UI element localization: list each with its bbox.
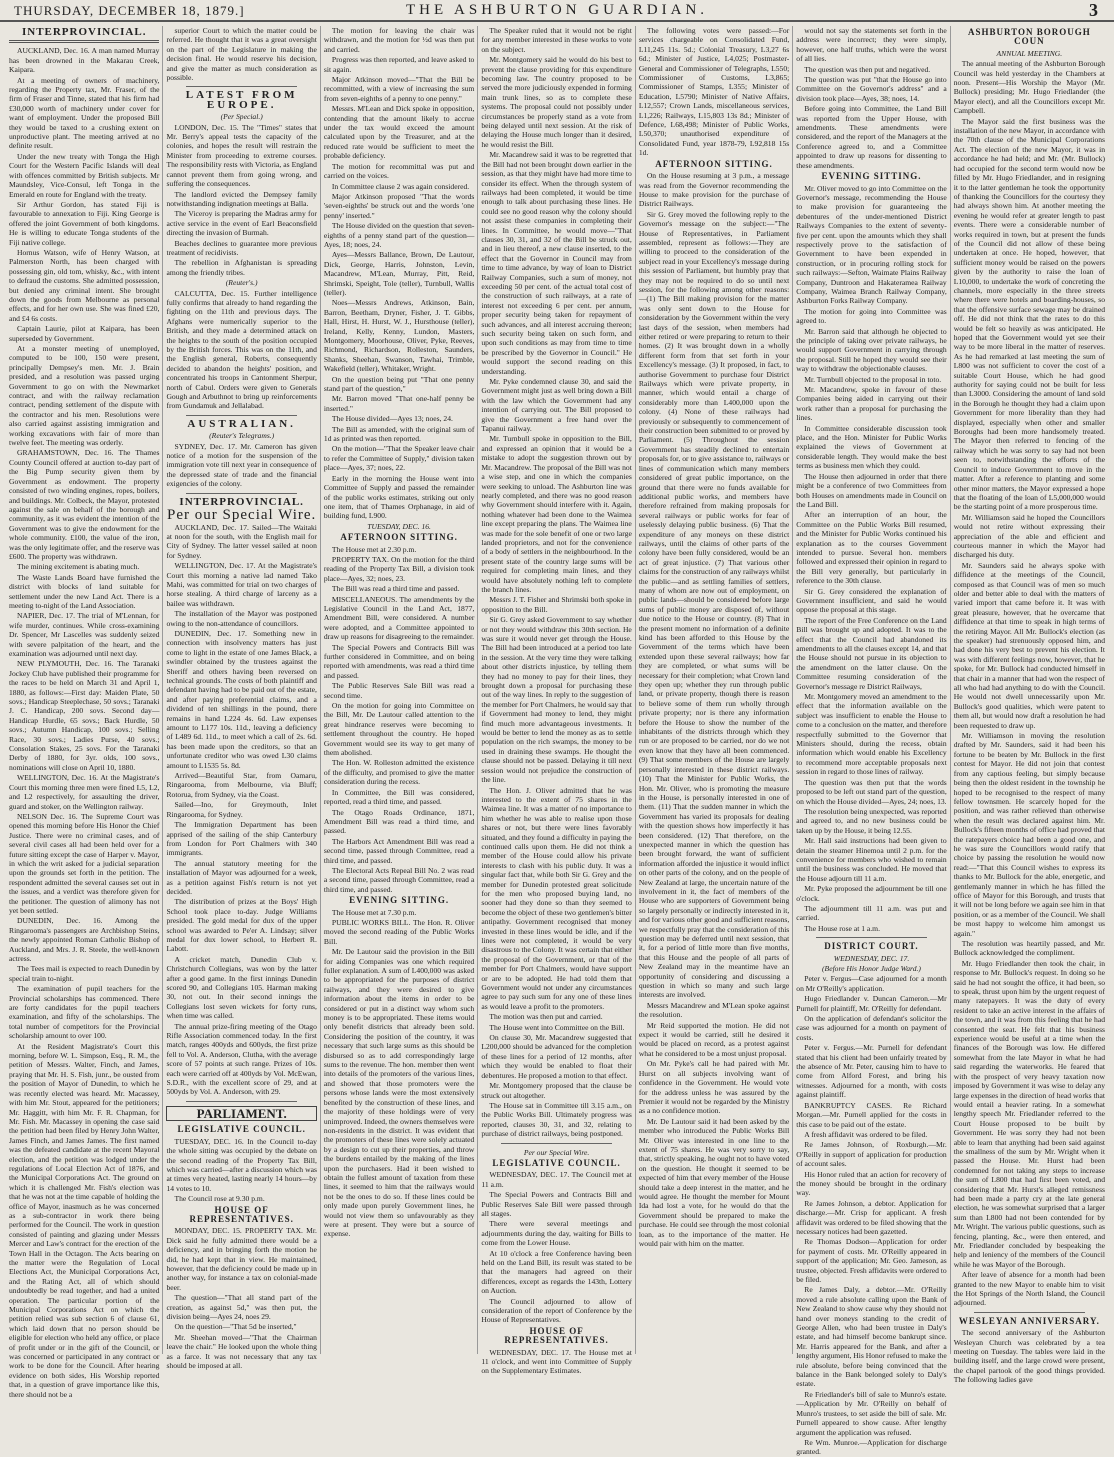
article-body [796, 974, 946, 1456]
paragraph: Mr. Hugo Friedlander then took the chair, in response to Mr. Bullock's request. In doing so he said he had not sought the office, it had been, so to speak, thrust upon him by the urgent request of many ratepayers. It was the duty of every resident to take an active interest in the affairs of the town, and it was from this feeling that he had consented the seat. He felt that his business experience would be useful at a time when the finances of the Borough was low. He differed somewhat from the late Mayor in what he had said regarding the waterworks. He feared that with the prospect of very heavy taxation now imposed by Government it was wise to delay any large expenses in the direction of head works that would entail a heavier rating. In a somewhat lengthy speech Mr. Friedlander referred to the Court House proposed to be built by Government. He was sorry they had not been able to learn that anything had been said against the smallness of the sum by Mr. Wright when it passed the House. Mr. Hurst had been condemned for not taking any steps to increase the sum of L800 that had first been voted, and considering that Mr. Hurst's alleged remissness had been made a party cry at the late general election, he was somewhat surprised that a larger sum than L800 had not been contended for by Mr. Wright. The various public questions, such as fencing, planting, &c., were then entered, and Mr. Friedlander concluded by bespeaking the help and leniency of the members of the Council while he was Mayor of the Borough. [953, 958, 1106, 1269]
paragraph: The adjournment till 11 a.m. was put and carried. [796, 903, 947, 923]
column-7 [951, 26, 1108, 1385]
article-body [166, 1137, 316, 1204]
divider [186, 86, 296, 87]
divider [816, 937, 926, 938]
article-body [639, 171, 789, 1248]
paragraph: superior Court to which the matter could be referred. He thought that it was a great oversight on the part of the Legislature in making the decision final. He would reserve his decision, and give the matter as much consideration as possible. [166, 26, 317, 83]
paragraph: The House met at 2.30 p.m. [331, 544, 417, 554]
paragraph: The motion was then put and carried. [489, 1012, 603, 1022]
column-3 [321, 26, 478, 1354]
article-body [481, 26, 631, 1139]
paragraph: The House sat in Committee till 3.15 a.m., on the Public Works Bill. Ultimately progress was reported, clauses 30, 31, and 32, relating to purchase of district railways, being postponed. [481, 1100, 632, 1139]
paragraph: Mr. Turnbull spoke in opposition to the Bill, and expressed an opinion that it would be a mistake to adopt the suggestion thrown out by Mr. Macandrew. The proposal of the Bill was not a wise step, and one in which the companies were seeking to unload. The Ashburton line was nearly completed, and there was no good reason why Government should interfere with it. Again, nothing whatever had been done to the Waimea line except preparing the plans. The Waimea line was made for the sole benefit of one or two large landed proprietors, and not for the convenience of a body of settlers in the neighbourhood. In the present state of the country large sums will be required for completing main lines, and they would have absolutely nothing left to complete the branch lines. [481, 434, 632, 594]
paragraph: In Committee, the Bill was considered, reported, read a third time, and passed. [323, 787, 475, 807]
paragraph: His Honor ruled that an action for recovery of the money should be brought in the ordinary way. [796, 1169, 947, 1198]
paragraph: Mr. Pyke condemned clause 30, and said the Government might just as well bring down a Bill with the law which the Government had any intention of carrying out. The Bill proposed to give the Government a free hand over the Tapanui railway. [481, 377, 632, 434]
paragraph: The landlord evicted the Dempsey family notwithstanding indignation meetings at Balla. [166, 189, 317, 208]
section-heading: DISTRICT COURT. [824, 941, 919, 952]
paragraph: BANKRUPTCY CASES. Re Richard Morgan.—Mr. Purnell applied for the costs in this case to be paid out of the estate. [796, 1100, 947, 1129]
section-subheading: AFTERNOON SITTING. [340, 532, 458, 543]
article-body [324, 908, 474, 1239]
paragraph: Mr. Macandrew, spoke in favour of these Companies being aided in carrying out their work rather than a proposal for purchasing the lines. [796, 385, 947, 423]
paragraph: On the motion for going into Committee on the Bill, Mr. De Lautour called attention to the great hindrance reserves were becoming to settlement throughout the country. He hoped Government would see its way to get many of them abolished. [323, 701, 475, 758]
paragraph: NELSON Dec. 16. The Supreme Court was opened this morning before His Honor the Chief Justice. There were no criminal cases, and of several civil cases all had been held over for a future sitting except the case of Harper v. Mayor, in which the writ asked for a judicial separation upon the grounds set forth in the petition. The respondent admitted the several causes set out in the issues, and a verdict was therefore given for the petitioner. The question of alimony has not yet been settled. [9, 811, 160, 915]
section-subheading: HOUSE OF REPRESENTATIVES. [189, 1204, 294, 1224]
paragraph: The following votes were passed:—For services chargeable on Consolidated Fund, L11,245 11s. 5d.; Colonial Treasury, L3,27 6s 6d.; Minister of Justice, L4,025; Postmaster-General and Commissioner of Telegraphs, L550; Commissioner of Customs, L3,865; Commissioner of Stamps, L355; Minister of Education, L5790; Minister of Native Affairs, L12,557; Crown Lands, miscellaneous services, L1,226; Railways, L15,803 13s 8d.; Minister of Defence, L68,498; Minister of Public Works, L50,370; unauthorised expenditure of Consolidated Fund, year 1878-79, L92,818 15s 1d. [638, 26, 790, 158]
paragraph: Ayes—Messrs Ballance, Brown, De Lautour, Dick, George, Harris, Johnston, Levin, Macandrew, M'Lean, Murray, Pitt, Reid, Shrimski, Speight, Tole (teller), Turnbull, Wallis (teller). [323, 250, 475, 297]
paragraph: The motion for recommittal was put and carried on the voices. [323, 161, 475, 181]
article-body [639, 26, 789, 158]
section-subheading: LEGISLATIVE COUNCIL. [492, 1157, 621, 1168]
paragraph: WEDNESDAY, DEC. 17. The House met at 11 o'clock, and went into Committee of Supply on the Supplementary Estimates. [481, 1347, 632, 1376]
paragraph: The resolution being unexpected, was reported and agreed to, and no new business could be taken up by the House, it being 12.55. [796, 806, 947, 835]
paragraph: Sailed—Ino, for Greymouth, Inlet Ringarooma, for Sydney. [166, 800, 317, 819]
paragraph: Re Friedlander's bill of sale to Munro's estate.—Application by Mr. O'Reilly on behalf of Munro's trustees, to set aside the bill of sale. Mr. Purnell appeared to show cause. After lengthy argument the application was refused. [796, 1389, 947, 1437]
divider [974, 1312, 1085, 1313]
paragraph: After leave of absence for a month had been granted to the new Mayor to enable him to visit the Hot Springs of the North Island, the Council adjourned. [953, 1270, 1106, 1308]
paragraph: Under the new treaty with Tonga the High Court for the Western Pacific Islands will deal with offences committed by British subjects. Mr Maundsley, Vice-Consul, left Tonga in the Emerald en route for England with the treaty. [9, 151, 160, 199]
section-subheading: EVENING SITTING. [821, 171, 922, 182]
column-1 [6, 26, 163, 1399]
paragraph: The Mayor said the first business was the installation of the new Mayor, in accordance with the 70th clause of the Municipal Corporations Act. The election of the new Mayor, it was in accordance he had held; and Mr. (Mr. Bullock) had occupied for the second term would now be filled by Mr. Hugo Friedlander, and in resigning it to the latter gentleman he took the opportunity of thanking the Councillors for the courtesy they had always shown him. At another meeting the evening he would refer at greater length to past events. There were a considerable number of works required in town, but at present the funds of the Council did not allow of these being undertaken at once. He hoped, however, that sufficient money would be raised on the powers given by the authority to raise the loan of L10,000, to undertake the work of concreting the channels, more especially in the three streets where there were hotels and boarding-houses, so that the offensive surface sewage may be drained off. He did not think that the rates to do this would be felt so heavily as was anticipated. He hoped that the Government would yet see their way to be more liberal in the matter of reserves. As he had remarked at last meeting the sum of L800 was not sufficient to cover the cost of a suitable Court House, which he had good authority for saying could not be built for less than L3000. Considering the amount of land sold in the Borough he thought they had a claim upon Government for more liberality than they had displayed, especially when other and smaller Boroughs had been more handsomely treated. The Mayor then referred to fencing of the railway which he was sorry to say had not been seen to, notwithstanding the efforts of the Council to induce Government to move in the matter. After a reference to planting and some other minor matters, the Mayor expressed a hope that the floating of the loan of L5,000,000 would be the starting point of a more prosperous time. [953, 116, 1106, 512]
paragraph: The motion for leaving the chair was withdrawn, and the motion for ½d was then put and carried. [323, 26, 475, 54]
paragraph: Mr. Montgomery said he would do his best to prevent the clause providing for this expenditure becoming law. The country proposed to be served the more judiciously expended in forming main trunk lines, so as to complete these systems. The proposal could not possibly under circumstances be properly stand as a vote from being delayed until next session. At the risk of delaying the House much longer than it desired, he would resist the Bill. [481, 55, 632, 149]
article-body [166, 26, 316, 82]
article-body [324, 26, 474, 521]
paragraph: GRAHAMSTOWN, Dec. 16. The Thames County Council offered at auction to-day part of the Big Pump security given them by Government as endowment. The property consisted of two winding engines, ropes, boilers, and buildings. Mr. Colbeck, the Mayor, protested against the sale on behalf of the borough and community, as it was evident the intention of the Government was to give the endowment for the whole community. £100, the value of the iron, was the only legitimate offer, and the reserve was £600. The property was withdrawn. [9, 448, 160, 561]
paragraph: The House divided on the question that seven-eighths of a penny stand part of the question—Ayes, 18; noes, 24. [323, 221, 475, 249]
paragraph: The motion for going into Committee was agreed to. [796, 306, 947, 326]
paragraph: NEW PLYMOUTH, Dec. 16. The Taranaki Jockey Club have published their programme for the races to be held on March 31 and April 1, 1880, as follows:—First day: Maiden Plate, 50 sovs.; Handicap Steeplechase, 50 sovs.; Taranaki J. C. Handicap, 200 sovs. Second day—Handicap Hurdle, 65 sovs.; Back Hurdle, 50 sovs.; Autumn Handicap, 100 sovs.; Selling Race, 30 sovs.; Ladies Purse, 40 sovs.; Consolation Stakes, 25 sovs. For the Taranaki Derby of 1880, for 3yr. olds, 100 sovs., nominations will close on April 10, 1880. [9, 659, 160, 772]
section-subheading: AFTERNOON SITTING. [655, 158, 773, 169]
article-body [954, 59, 1105, 1308]
paragraph: MISCELLANEOUS. The amendments by the Legislative Council in the Land Act, 1877, Amendment Bill, were considered. A number were adopted, and a Committee appointed to draw up reasons for disagreeing to the remainder. [323, 594, 475, 642]
paragraph: CALCUTTA, Dec. 15. Further intelligence fully confirms that already to hand regarding the fighting on the 11th and previous days. The Afghans were numerically superior to the British, and they made a determined attack on the heights to the south of the position occupied by the British forces. This was on the 11th, and the English general, Roberts, consequently decided to abandon the heights' position, and concentrated his troops in Cantonment Sherpur, north of Cabul. Orders were given to Generals Gough and Arbuthnot to bring up reinforcements from Gundamuk and Jellalabad. [166, 288, 317, 411]
paragraph: The annual statutory meeting for the installation of Mayor was adjourned for a week, as a petition against Fish's return is not yet decided. [166, 858, 317, 896]
paragraph: The House met at 7.30 p.m. [331, 907, 417, 917]
paragraph: The Special Powers and Contracts Bill was further considered in Committee, and on being reported with amendments, was read a third time and passed. [323, 642, 475, 680]
paragraph: At a monster meeting of unemployed, computed to be 100, 150 were present, principally Dempsey's men. Mr. J. Brain presided, and a resolution was passed urging Government to go on with the Newmarket contract, and with the railway reclamation contract, pending settlement of the dispute with the contractor and his men. Resolutions were also carried against assisting immigration and working excavations with fair of more than twelve feet. The meeting was orderly. [9, 344, 160, 448]
paragraph: On Mr. Pyke's call he had paired with Mr. Hurst on all subjects involving want of confidence in the Government. He would vote for the address unless he was assured by the Premier it would not be regarded by the Ministry as a no confidence motion. [638, 1059, 790, 1116]
masthead [0, 0, 1114, 22]
paragraph: Messrs. M'Lean and Dick spoke in opposition, contending that the amount likely to accrue under the tax would exceed the amount calculated upon by the Treasurer, and at the reduced rate would be sufficient to meet the probable deficiency. [323, 104, 475, 161]
paragraph: At a meeting of owners of machinery, regarding the Property tax, Mr. Fraser, of the firm of Fraser and Tinne, stated that his firm had £30,000 worth of machinery under cover for want of employment. Under the proposed Bill they would be taxed to a crushing extent on unproductive plant. The meeting arrived at no definite result. [9, 75, 160, 151]
divider [501, 1143, 611, 1144]
paragraph: The rebellion in Afghanistan is spreading among the friendly tribes. [166, 258, 317, 277]
paragraph: The Tees mail is expected to reach Dunedin by special train to-night. [9, 964, 160, 983]
paragraph: The question was then put and negatived. [804, 64, 931, 74]
paragraph: Sir G. Grey asked Government to say whether or not they would withdraw this 30th section. He was sure it would never get through the House. The Bill had been introduced at a period too late in the session. At the very time they were talking about other districts injustice, by telling them they had no money to pay for their lines, they brought down a proposal for purchasing these out of the way lines. In reply to the suggestion of the member for Port Chalmers, he would say that if Government had money to lend, they might find much more advantageous investments. It would be better to lend the money as as to settle population on the rich swamps, the money to be used in draining these swamps. He thought the clause should not be passed. Delaying it till next session would not prejudice the construction of the line. [481, 615, 632, 785]
section-heading: INTERPROVINCIAL. [179, 495, 304, 508]
paragraph: Re James Johnson, of Roxburgh.—Mr. O'Reilly in support of application for production of account sales. [796, 1140, 947, 1169]
paragraph: TUESDAY, DEC. 16. In the Council to-day the whole sitting was occupied by the debate on the second reading of the Property Tax Bill, which was carried—after a discussion which was at times very heated, lasting nearly 14 hours—by 14 votes to 10. [166, 1136, 317, 1193]
paragraph: On the motion—"That the Speaker leave chair to refer the Committee of Supply," division taken place—Ayes, 37; noes, 22. [323, 444, 475, 473]
section-subheading: (Per Special.) [220, 112, 263, 122]
paragraph: Mr. Macandrew said it was to be regretted that the Bill had not been brought down earlier in the session, as that they might have had more time to consider its effect. When the through system of railways had been completed, it would be time enough to talk about purchasing these lines. He could see no good reason why the colony should not assist these companies in completing their lines. In Committee, he would move—"That clauses 30, 31, and 32 of the Bill be struck out, and in lieu thereof, a new clause inserted, to the effect that the Governor in Council may from time to time advance, by way of loan to District Railway Companies, such a sum of money, not exceeding 50 per cent. of the actual total cost of the construction of such railways, at a rate of interest not exceeding 6 per cent. per annum, proper security being taken for repayment of such advances, and all interest accruing thereon; such security being taken on such form, and upon such conditions as may from time to time be prescribed by the Governor in Council." He would support the second reading on this understanding. [481, 150, 632, 376]
paragraph: The House went into Committee on the Bill. [489, 1022, 625, 1032]
paragraph: After an interruption of an hour, the Committee on the Public Works Bill resumed, and the Minister for Public Works continued his explanation as to the courses Government intended to pursue. Several hon. members followed and expressed their opinion in regard to the Bill very generally, but particularly in reference to the 30th clause. [796, 510, 947, 586]
paragraph: Beaches declines to guarantee more previous treatment of recidivists. [166, 238, 317, 257]
paragraph: Noes—Messrs Andrews, Atkinson, Bain, Barron, Beetham, Dryner, Fisher, J. T. Gibbs, Hall, Hirst, H. Hurst, W. J., Hursthouse (teller), Ireland, Kelly, Kenny, Lundon, Masters, Montgomery, Moorhouse, Oliver, Pyke, Reeves, Richmond, Richardson, Rolleston, Saunders, Shanks, Sheehan, Swanson, Tawhai, Trimble, Wakefield (teller), Whitaker, Wright. [323, 298, 475, 374]
paragraph: The Otago Roads Ordinance, 1871, Amendment Bill was read a third time, and passed. [323, 807, 475, 836]
paragraph: Hornus Watson, wife of Henry Watson, at Palmerston North, has been charged with possessing gin, old tom, whisky, &c., with intent to defraud the customs. She admitted possession, but denied any criminal intent. She brought down the goods from Melbourne as personal effects, and for her own use. She was fined £20, and £4 6s costs. [9, 247, 160, 323]
paragraph: Mr. Williamson said he hoped the Councillors would not retire without expressing their appreciation of the able and efficient and courteous manner in which the Mayor had discharged his duty. [953, 512, 1106, 560]
paragraph: Mr. Hall said instructions had been given to detain the steamer Hinemoa until 2 p.m. for the convenience for members who wished to remain until the business was concluded. He moved that the House adjourn till 11 a.m. [796, 836, 947, 883]
paragraph: The annual meeting of the Ashburton Borough Council was held yesterday in the Chambers at noon. Present—His Worship the Mayor (Mr. Bullock) presiding; Mr. Hugo Friedlander (the Mayor elect), and all the Councillors except Mr. Campbell. [953, 59, 1106, 116]
paragraph: Mr Reid supported the motion. He did not expect it would be carried, still he desired it would be placed on record, as a protest against what he considered to be a most unjust proposal. [638, 1020, 790, 1058]
paragraph: Mr. Williamson in moving the resolution drafted by Mr. Saunders, said it had been his fortune to be beaten by Mr. Bullock in the first contest for Mayor. He did not join that contest from any captious feeling, but simply because being then the oldest resident in the township he hoped to be recognised to the respect of many fellow townsmen. He scarcely hoped for the position, and was rather relieved than otherwise when the result was declared against him. Mr. Bullock's fifteen months of office had proved that the ratepayers choice had been a good one, and he was sure the Councillors would ratify that choice by passing the resolution he would now read:—"That this Council wishes to express its thanks to Mr. Bullock for the able, energetic, and gentlemanly manner in which he has filled the office of Mayor for this Borough, and trusts that it will not be long before we again see him in that position, or as a member of the Council. We shall be most happy to welcome him amongst us again." [953, 731, 1106, 938]
paragraph: A fresh affidavit was ordered to be filed. [804, 1129, 928, 1139]
paragraph: Arrived—Beautiful Star, from Oamaru, Ringarooma, from Melbourne, via Bluff; Rotorua, from Sydney, via the Coast. [166, 771, 317, 799]
column-6 [793, 26, 950, 1457]
paragraph: The mining excitement is abating much. [17, 562, 140, 572]
paragraph: Mr. Barron said that although he objected to the principle of taking over private railways, he would support Government in carrying through the proposal. Still he hoped they would see their way to withdraw the objectionable clauses. [796, 326, 947, 374]
paragraph: Mr. De Lautour said the provision in the Bill for aiding Companies was one which required fuller explanation. A sum of L400,000 was asked to be appropriated for the purposes of district railways, and they were desired to give information about the items in order to be considered or put in a distinct way whom such money is to be appropriated. These items would only benefit districts that already been sold. Considering the position of the country, it was necessary that such large sums as this should be disbursed so as to add correspondingly large sums to the revenue. The hon. member then went into details of the promoters of the various lines, and showed that those promoters were the persons whose lands were the most extensively benefited by the construction of these lines, and the majority of these holdings were of very unimproved. Indeed, the owners themselves were non-residents in the district. It was evident that the promoters of these lines were solely actuated by a design to cut up their properties, and throw the burdens entailed by the making of the lines upon the purchasers. Had it been wished to obtain the fullest amount of taxation from these lines, it seemed to him that the railways would not be the ones to do so. If these lines could be only made upon purely Government lines, he would not view them so unfavourably as they were at present. They were but a source of expense. [323, 947, 475, 1239]
section-subheading: (Before His Honor Judge Ward.) [822, 964, 921, 973]
section-heading: ASHBURTON BOROUGH COUN [967, 27, 1091, 47]
column-2 [163, 26, 320, 1371]
paragraph: would not say the statements set forth in the address were incorrect; they were simply, however, one half truths, which were the worst of all lies. [796, 26, 947, 64]
paragraph: MONDAY, DEC. 15. PROPERTY TAX. Mr. Dick said he fully admitted there would be a deficiency, and in bringing forth the motion he did, he had kept that in view. He maintained, however, that the deficiency could be made up in another way, for instance a tax on colonial-made beer. [166, 1226, 317, 1292]
paragraph: AUCKLAND, Dec. 17. Sailed—The Waitaki at noon for the south, with the English mail for City of Sydney. The latter vessel sailed at noon for Sydney. [166, 522, 317, 560]
paragraph: A cricket match, Dunedin Club v. Christchurch Collegians, was won by the latter after a good game. In the first innings Dunedin scored 90, and Collegians 105. Harman making 30, not out. In their second innings the Collegians lost seven wickets for forty runs, when time was called. [166, 954, 317, 1021]
paragraph: Mr. De Lautour said it had been asked by the member who introduced the Public Works Bill Mr. Oliver was interested in one line to the extent of 75 shares. He was very sorry to say, that, strictly speaking, he ought not to have voted on the question. He thought it seemed to be expected of him that every member of the House should take a deep interest in the matter, and he would agree. He thought the member for Mount Ida had lost a vote, for he would do that the Government should be prepared to make the purchase. He could see through the most colonial loan, as to the importance of the matter. He would pair with him on the matter. [638, 1116, 790, 1248]
newspaper-title: THE ASHBURTON GUARDIAN. [405, 2, 709, 18]
paragraph: The Bill as amended, with the original sum of 1d as printed was then reported. [323, 424, 475, 444]
paragraph: The second anniversary of the Ashburton Wesleyan Church was celebrated by a tea meeting on Tuesday. The tables were laid in the building itself, and the large crowd were present, the chapel partook of the good things provided. The following ladies gave [953, 1328, 1106, 1385]
paragraph: Captain Laurie, pilot at Kaipara, has been superseded by Government. [9, 324, 160, 343]
paragraph: The Public Reserves Sale Bill was read a second time. [323, 681, 475, 700]
section-heading: PARLIAMENT. [166, 1106, 316, 1121]
date-line: THURSDAY, DECEMBER 18, 1879.] [14, 3, 245, 18]
paragraph: The Council adjourned to allow of consideration of the report of Conference by the House of Representatives. [481, 1296, 632, 1325]
paragraph: The Waste Lands Board have furnished the district with blocks of land suitable for settlement under the new Land Act. There is a meeting to-night of the Land Association. [9, 572, 160, 610]
paragraph: Mr. Montgomery proposed that the clause be struck out altogether. [481, 1081, 632, 1100]
paragraph: The question—"That all stand part of the creation, as against 5d," was then put, the division being—Ayes 24, noes 29. [166, 1293, 317, 1321]
section-heading: AUSTRALIAN. [187, 417, 296, 430]
paragraph: The Speaker ruled that it would not be right for any member interested in these works to vote on the subject. [481, 26, 632, 54]
section-subheading: HOUSE OF REPRESENTATIVES. [504, 1325, 609, 1346]
section-subheading: Per our Special Wire. [167, 507, 317, 524]
paragraph: Sir G. Grey moved the following reply to the Governor's message on the subject:—"The House of Representatives, in Parliament assembled, represent as follows:—They are willing to proceed to the consideration of the subject read in your Excellency's message during this session of Parliament, but humbly pray that they may not be required to do so until next session, for the following among other reasons:—(1) The Bill making provision for the matter was only sent down to the House for consideration by the Government within the very last days of the session, when members had either retired or were preparing to return to their homes. (2) It was brought down in a wholly different form from that set forth in your Excellency's message. (3) It proposed, in fact, to authorise Government to purchase four District Railways which were private property, in manner, which would entail a charge of considerably more than L400,000 upon the colony. (4) None of these railways had previously or subsequently to commencement of their construction been submitted to or proved by Parliament. (5) Throughout the session Government has steadily declined to entertain proposals for, or to give assistance to, railways or lines of communication which many members considered of great public importance, on the ground that there were no funds available for additional public works, and members have therefore refrained from making proposals for several railways or public works for fear of uselessly delaying public business. (6) That the expenditure of any moneys on these district railways, until the claims of other parts of the colony have been fully considered, would be an act of great injustice. (7) That various other claims for the construction of any railways whilst the public—and as settling families of settlers, many of whom are now out of employment, on public lands—should be considered before large sums of public money are disposed of, without due notice to the House or country. (8) That in the present moment no information of a definite kind has been afforded to this House by the Government of the terms which have been extended upon these several railways; how far they are completed, or what sums will be necessary for their completion; what Crown land they open up; whether they run through public land, or private property, though there is reason to believe some of them run wholly through private property; nor is there any information before the House to show the number of the inhabitants of the districts through which they run or are proposed to be carried, nor do we not even know that they have all been commenced. (9) That some members of the House are largely personally interested in these district railways. (10) That the Minister for Public Works, the Hon. Mr. Oliver, who is promoting the measure in the House, is personally interested in one of them. (11) That the sudden manner in which the Government has varied its proposals for dealing with the question shows how imperfectly it has been considered. (12) That therefore, on the unexpected manner in which the question has been brought forward, the want of sufficient information afforded the injustice it would inflict on other parts of the colony, and on the people of New Zealand at large, the uncertain nature of the involvement in it, the fact of members of the House who are supporters of Government being so largely personally or indirectly interested in it, and for various other good and sufficient reasons, we respectfully pray that the consideration of this question may be deferred until next session, that it, for a period of little more than five months, that this House and the people of all parts of New Zealand may in the meantime have an opportunity of considering and discussing a question in which so many and such large interests are involved. [638, 209, 790, 1000]
paragraph: The examination of pupil teachers for the Provincial scholarships has commenced. There are forty candidates for the pupil teachers examination, and fifty of the scholarships. The total number of competitors for the Provincial scholarship amount to over 100. [9, 984, 160, 1041]
paragraph: WELLINGTON, Dec. 17. At the Magistrate's Court this morning a native lad named Tako Mahi, was committed for trial on two charges of horse stealing. A third charge of larceny as a bailee was withdrawn. [166, 561, 317, 608]
page-number: 3 [1089, 0, 1098, 20]
article-body [954, 1328, 1105, 1384]
paragraph: Early in the morning the House went into Committee of Supply and passed the remainder of the public works estimates, striking out only one item, that of Thames Orphanage, in aid of building fund, L900. [323, 473, 475, 521]
paragraph: On the application of defendant's solicitor the case was adjourned for a month on payment of costs. [796, 1014, 947, 1042]
paragraph: Major Atkinson moved—"That the Bill be recommitted, with a view of increasing the sum from seven-eighths of a penny to one penny." [323, 75, 475, 103]
article-body [481, 1348, 631, 1376]
paragraph: The report of the Free Conference on the Land Bill was brought up and adopted. It was to the effect that the Council had abandoned its amendments to all the clauses except 14, and that the House should not pursue in its objection to the amendment on the latter clause. On the Committee resuming consideration of the Governor's message re District Railways, [796, 615, 947, 691]
paragraph: The House divided—Ayes 13; noes, 24. [331, 414, 453, 424]
article-body [166, 442, 316, 489]
paragraph: The Electoral Acts Repeal Bill No. 2 was read a second time, passed through Committee, read a third time, and passed. [323, 865, 475, 894]
paragraph: The House rose at 1 a.m. [804, 923, 880, 933]
article-body [166, 289, 316, 411]
paragraph: Mr. Saunders said he always spoke with diffidence at the meetings of the Council, composed as that Council was of men so much older and better able to deal with the matters of varied import that came before it. It was with great pleasure, however, that he overcame that diffidence at that time to speak in high terms of the retiring Mayor. All Mr. Bullock's election (as the speaker) had strenuously opposed him, and had done his very best to prevent his election. It was with different feelings now, however, that he spoke, for Mr. Bullock had conducted himself in that chair in a manner that had won the respect of all who had had anything to do with the Council. He would not dwell unnecessarily upon Mr. Bullock's good qualities, which were patent to them all, but would now draft a resolution he had been requested to draw up. [953, 560, 1106, 730]
section-subheading: (Reuter's.) [225, 278, 258, 288]
article-body [481, 1170, 631, 1325]
paragraph: Re Thomas Dodson—Application for order for payment of costs. Mr. O'Reilly appeared in support of the application; Mr. Geo. Jameson, as trustee, objected. Fresh affidavits were ordered to be filed. [796, 1237, 947, 1284]
section-heading: INTERPROVINCIAL. [21, 26, 147, 38]
paragraph: Mr. Turnbull objected to the proposal in toto. [804, 374, 942, 384]
paragraph: Messrs Macandrew and M'Lean spoke against the resolution. [638, 1000, 790, 1020]
paragraph: The distribution of prizes at the Boys' High School took place to-day. Judge Williams presided. The gold medal for dux of the upper school was awarded to Pe'er A. Lindsay; silver medal for dux lower school, to Herbert R. Labott. [166, 897, 317, 954]
paragraph: On the question being put "That one penny stand part of the question," [323, 374, 475, 394]
paragraph: Mr. Montgomery moved an amendment to the effect that the information available on the subject was insufficient to enable the House to come to a conclusion on the matter, and therefore respectfully submitted to the Governor that Ministers should, during the recess, obtain information which would enable his Excellency to recommend more acceptable proposals next session in regard to those lines of railway. [796, 692, 947, 777]
section-subheading: EVENING SITTING. [349, 895, 450, 906]
paragraph: At the Resident Magistrate's Court this morning, before W. L. Simpson, Esq., R. M., the petition of Messrs. Walter, Finch, and James, praying that Mr. H. S. Fish, junr., be ousted from the position of Mayor of Dunedin, to which he was recently elected was heard. Mr. Macassey, with him Mr. Stout, appeared for the petitioners; Mr. Haggitt, with him Mr. F. R. Chapman, for Mr. Fish. Mr. Macassey in opening the case said the petition had been filed by Henry John Walter, James Finch, and James James. The first named was the defeated candidate at the recent Mayoral election, and the petition was lodged under the regulations of Local Election Act of 1876, and the Municipal Corporations Act. The ground on which it is challenged Mr. Fish's election was that he was not at the time capable of holding the office of Mayor, inasmuch as he was concerned as a sub-contractor in work there being performed for the Council. The work in question consisted of painting and glazing under Messrs Mercer and Law's contract for the erection of the Town Hall in the Octagon. The Acts bearing on the matter were the Regulation of Local Elections Act, the Municipal Corporations Act, and the Rating Act, all of which should undoubtedly be read together, and had a united operation. The particular portion of the Municipal Corporations Act on which the petition relied was sub section 6 of clause 61, which laid down that no person should be eligible for election who held any office, or place of profit under or in the gift of the Council, or was concerned or participated in any contract or work to be done for the Council. After hearing evidence on both sides, His Worship reported that, in a question of grave importance like this, there should not be a [9, 1041, 160, 1399]
paragraph: Messrs J. T. Fisher and Shrimski both spoke in opposition to the Bill. [481, 595, 632, 614]
paragraph: In Committee clause 2 was again considered. [331, 181, 470, 191]
paragraph: In Committee considerable discussion took place, and the Hon. Minister for Public Works explained the views of Government at considerable length. They would make the best terms as business men which they could. [796, 423, 947, 471]
paragraph: The annual prize-firing meeting of the Otago Rifle Association commenced today. In the first match, ranges 400yds and 600yds, the first prize fell to Vol. A. Anderson, Clutha, with the average score of 57 points at such range. Prizes of 10s. each were carried off at 400yds by Vol. McEwan, S.D.R., with the excellent score of 29, and at 500yds by Vol. A. Anderson, with 29. [166, 1021, 317, 1097]
section-subheading: TUESDAY, DEC. 16. [367, 521, 431, 531]
paragraph: The Hon. W. Rolleston admitted the existence of the difficulty, and promised to give the matter consideration during the recess. [323, 758, 475, 787]
paragraph: WELLINGTON, Dec. 16. At the Magistrate's Court this morning three men were fined L5, L2, and L2 respectively, for assaulting the driver, guard and stoker, on the Wellington railway. [9, 773, 160, 811]
paragraph: NAPIER, Dec. 17. The trial of M'Lennan, for wife murder, continues. While cross-examining Dr. Spencer, Mr Lascelles was suddenly seized with severe palpitation of the heart, and the examination was adjourned until next day. [9, 611, 160, 658]
column-4 [478, 26, 635, 1376]
divider [9, 40, 159, 43]
paragraph: The Viceroy is preparing the Madras army for active service in the event of Earl Beaconsfield directing the invasion of Burmah. [166, 209, 317, 238]
paragraph: The Special Powers and Contracts Bill and Public Reserves Sale Bill were passed through all stages. [481, 1190, 632, 1218]
paragraph: Before going into Committee, the Land Bill was reported from the Upper House, with amendments. These amendments were considered, and the report of the Managers at the Conference agreed to, and a Committee appointed to draw up reasons for dissenting to these amendments. [796, 104, 947, 170]
paragraph: Re Wm. Munroe.—Application for discharge granted. [796, 1437, 947, 1457]
section-subheading: ANNUAL MEETING. [996, 48, 1063, 58]
article-body [796, 26, 946, 170]
section-heading: WESLEYAN ANNIVERSARY. [958, 1315, 1100, 1326]
paragraph: There were several meetings and adjournments during the day, waiting for Bills to come from the Lower House. [481, 1219, 632, 1248]
paragraph: Re James Daly, a debtor.—Mr. O'Reilly moved a rule absolute calling upon the Bank of New Zealand to show cause why they should not hand over moneys standing to the credit of George Allen, who had been trustee in Daly's estate, and had himself become bankrupt since. Mr. Harris appeared for the Bank, and after a lengthy argument, His Honor refused to make the rule absolute, before being convinced that the balance in the Bank belonged solely to Daly's estate. [796, 1285, 947, 1389]
section-subheading: Per our Special Wire. [523, 1147, 590, 1157]
paragraph: The House then adjourned in order that there might be a conference of two Committees from both Houses on amendments made in Council on the Land Bill. [796, 471, 947, 509]
paragraph: On the House resuming at 3 p.m., a message was read from the Governor recommending the House to make provision for the purchase of District Railways. [638, 171, 790, 209]
paragraph: The installation of the Mayor was postponed owing to the non-attendance of councillors. [166, 609, 317, 628]
paragraph: Sir G. Grey considered the explanation of Government insufficient, and said he would oppose the proposal at this stage. [796, 586, 947, 615]
divider [186, 493, 296, 494]
article-body [324, 545, 474, 895]
paragraph: At 10 o'clock a free Conference having been held on the Land Bill, its result was stated to be that the managers had agreed on their differences, except as regards the 143th, Lottery on Auction. [481, 1248, 632, 1296]
paragraph: Hugo Friedlander v. Duncan Cameron.—Mr Purnell for plaintiff, Mr. O'Reilly for defendant. [796, 994, 947, 1013]
paragraph: WEDNESDAY, DEC. 17. The Council met at 11 a.m. [481, 1170, 632, 1189]
paragraph: SYDNEY, Dec. 17. Mr. Cameron has given notice of a motion for the suspension of the immigration vote till next year in consequence of the depressed state of trade and the financial exigencies of the colony. [166, 441, 317, 489]
paragraph: The Immigration Department has been apprised of the sailing of the ship Canterbury from London for Port Chalmers with 340 immigrants. [166, 820, 317, 858]
paragraph: AUCKLAND, Dec. 16. A man named Murray has been drowned in the Makarau Creek, Kaipara. [9, 46, 160, 75]
paragraph: Major Atkinson proposed "That the words 'seven-eighths' be struck out and the words 'one penny' inserted." [323, 191, 475, 220]
paragraph: Sir Arthur Gordon, has stated Fiji is favourable to annexation to Fiji. King George is offered the joint Government of both kingdoms. He is willing to educate Tonga students of the Fiji native college. [9, 199, 160, 247]
article-body [796, 184, 946, 934]
paragraph: The resolution was heartily passed, and Mr. Bullock acknowledged the compliment. [953, 939, 1106, 958]
section-subheading: (Reuter's Telegrams.) [209, 431, 275, 441]
article-body [166, 1226, 316, 1370]
paragraph: Peter v. Fergus.—Mr. Purnell for defendant stated that his client had been unfairly treated by the absence of Mr. Peter, causing him to have to come from Alford Forest, and bring his witnesses. Adjourned for a month, with costs against plaintiff. [796, 1043, 947, 1100]
paragraph: The Bill was read a third time and passed. [331, 584, 460, 594]
paragraph: The question was then put that the words proposed to be left out stand part of the question, on which the House divided—Ayes, 24; noes, 13. [796, 777, 947, 806]
article-body [166, 123, 316, 278]
paragraph: PUBLIC WORKS BILL. The Hon. R. Oliver moved the second reading of the Public Works Bill. [323, 917, 475, 946]
article-body [166, 523, 316, 1097]
paragraph: On clause 30, Mr. Macandrew suggested that L200,000 should be advanced for the completion of these lines for a period of 12 months, after which they would be enabled to float their debentures. He proposed a motion to that effect. [481, 1033, 632, 1080]
paragraph: The Harbors Act Amendment Bill was read a second time, passed through Committee, read a third time, and passed. [323, 836, 475, 865]
paragraph: Re James Johnson, a debtor. Application for discharge.—Mr. Crisp for applicant. A fresh affidavit was ordered to be filed showing that the necessary notices had been gazetted. [796, 1198, 947, 1236]
section-heading: LATEST FROM EUROPE. [185, 89, 298, 111]
section-subheading: LEGISLATIVE COUNCIL. [177, 1124, 306, 1135]
paragraph: Mr. Oliver moved to go into Committee on the Governor's message, recommending the House to make provision for guaranteeing the debentures of the under-mentioned District Railways Companies to the extent of seventy-five per cent. upon the amounts which they shall respectively prove to the satisfaction of Government to have been expended in construction, or in procuring rolling stock for such railways:—Sefton, Waimate Plains Railway Company, Duntroon and Hakateramea Railway Company, Waimea Branch Railway Company, Ashburton Forks Railway Company. [796, 183, 947, 306]
paragraph: DUNEDIN, Dec. 16. Among the Ringarooma's passengers are Archbishop Steins, the newly appointed Roman Catholic Bishop of Auckland, and Mrs. J. R. Steele, the well-known actress. [9, 916, 160, 963]
article-body [9, 46, 159, 1399]
paragraph: The Hon. J. Oliver admitted that he was interested to the extent of 75 shares in the Waimea line. It was a matter of no importance to him whether he was able to realise upon those shares or not, but there were lines favorably situated, and they found a difficulty in paying the continued calls upon them. He did not think a member of the House could allow his private interests to clash with his public duty. It was a singular fact that, while both Sir G. Grey and the member for Dunedin protested great solicitude for the men who proposed buying land, no sooner had they done so than they seemed to become the object of these two gentlemen's bitter antipathy. Government recognised that money invested in these lines would be idle, and if the lines were not completed, it would be very disastrous to the Colony. It was certain that either the proposal of the Government, or that of the member for Port Chalmers, would have support or are to be adopted. He had told them that Government would not under any circumstances agree to pay such sum for any one of these lines as would leave a profit to the promoters. [481, 785, 632, 1011]
divider [186, 415, 296, 416]
section-subheading: WEDNESDAY, DEC. 17. [833, 953, 910, 963]
paragraph: The question was put "that the House go into Committee on the Governor's address" and a division took place—Ayes, 38; noes, 14. [796, 75, 947, 103]
column-5 [636, 26, 793, 1354]
paragraph: DUNEDIN, Dec. 17. Something new in connection with insolvency matters has just come to light in the estate of one James Black, a swindler obtained by the trustees against the Sheriff and others having been reversed on technical grounds. The costs of both plaintiff and defendant having had to be paid out of the estate, and after paying preferential claims, and a dividend of ten shillings in the pound, there remains in hand L224 4s. 6d. Law expenses amount to L177 10s. 11d., leaving a deficiency of L489 6d. 11d., to meet which a call of 2s. 6d. has been made upon the creditors, so that an unfortunate creditor who was owed L30 claims amount to L1535 5s. 8d. [166, 628, 317, 770]
paragraph: Mr. Pyke proposed the adjournment be till one o'clock. [796, 884, 947, 903]
paragraph: PROPERTY TAX. On the motion for the third reading of the Property Tax Bill, a division took place—Ayes, 32; noes, 23. [323, 554, 475, 583]
paragraph: On the question—"That 5d be inserted," [174, 1322, 297, 1332]
paragraph: The Council rose at 9.30 p.m. [174, 1194, 265, 1204]
paragraph: LONDON, Dec. 15. The "Times" states that Mr. Berry's appeal tests the capacity of the colonies, and hopes the result will restrain the Minister from proceeding to extreme courses. The responsibility rests with Victoria, as England cannot prevent them from going wrong, and suffering the consequences. [166, 122, 317, 189]
divider [186, 1101, 296, 1102]
paragraph: Peter v. Fergus—Case adjourned for a month on Mr O'Reilly's application. [796, 974, 947, 993]
paragraph: Mr. Sheehan moved—"That the Chairman leave the chair." He looked upon the whole thing as a farce. It was not necessary that any tax should be imposed at all. [166, 1332, 317, 1371]
paragraph: Mr. Barron moved "That one-half penny be inserted." [323, 394, 475, 413]
paragraph: Progress was then reported, and leave asked to sit again. [323, 55, 475, 74]
